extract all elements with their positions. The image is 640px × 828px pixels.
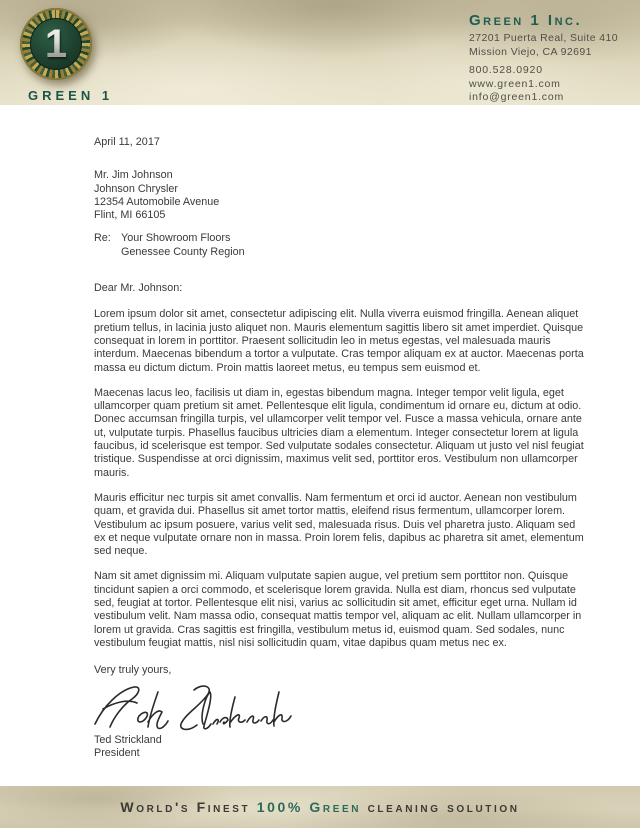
letter-date: April 11, 2017 [94, 136, 160, 148]
body-paragraph-1: Lorem ipsum dolor sit amet, consectetur adipiscing elit. Nulla viverra euismod fringilla. Aenean aliquet pretium tellus, in lacinia justo aliquet non. Mauris elementum sagittis libero sit amet imperdiet. Quisque consequat in lorem in porttitor. Praesent sollicitudin leo in metus egestas, vel malesuada mauris interdum. Maecenas bibendum a tortor a vulputate. Cras tempor aliquam ex at auctor. Maecenas porta massa eu dictum dictum. Proin mattis laoreet metus, eu tempus sem euismod et. [94, 308, 584, 374]
recipient-street: 12354 Automobile Avenue [94, 195, 220, 208]
re-line-2: Genessee County Region [121, 245, 245, 258]
letterhead-footer [0, 786, 640, 828]
tagline-highlight: 100% Green [256, 799, 362, 815]
tagline-suffix: cleaning solution [361, 799, 520, 815]
company-name: Green 1 Inc. [469, 12, 583, 29]
handwritten-signature-image [90, 680, 295, 732]
re-line-1: Your Showroom Floors [121, 232, 231, 245]
signer-title: President [94, 746, 140, 759]
company-contact-group [469, 64, 634, 105]
company-logo [20, 8, 130, 103]
recipient-city: Flint, MI 66105 [94, 209, 166, 222]
number-one-emblem: 1 [44, 22, 68, 66]
footer-tagline [120, 799, 519, 815]
re-lines [121, 232, 245, 259]
company-address-line1: 27201 Puerta Real, Suite 410 [469, 32, 618, 44]
company-address-line2: Mission Viejo, CA 92691 [469, 45, 592, 58]
recipient-name: Mr. Jim Johnson [94, 169, 173, 182]
company-phone: 800.528.0920 [469, 64, 543, 76]
green1-medallion-icon [20, 8, 92, 80]
body-paragraph-3: Mauris efficitur nec turpis sit amet convallis. Nam fermentum et orci id auctor. Aenean non vestibulum quam, et gravida dui. Phasellus sit amet tortor mattis, eleifend risus fermentum, ullamcorper lorem. Vestibulum ac ipsum posuere, varius velit sed, malesuada risus. Duis vel pharetra justo. Aliquam sed ex et neque vulputate ornare non in massa. Proin lorem felis, dapibus ac pharetra sit amet, elementum sed neque. [94, 491, 584, 558]
letterhead-header [0, 0, 640, 105]
body-paragraph-4: Nam sit amet dignissim mi. Aliquam vulputate sapien augue, vel pretium sem porttitor non. Quisque tincidunt sapien a orci commodo, et scelerisque lorem gravida. Nulla est diam, rhoncus sed vulputate sed, feugiat at tortor. Pellentesque elit nisi, varius ac sollicitudin sit amet, efficitur eget urna. Nullam id vestibulum velit. Nam massa odio, consequat mattis tempor vel, aliquam ac elit. Nullam ullamcorper in lorem ut gravida. Cras sagittis est fringilla, vestibulum metus id, euismod quam. Sed sodales, nunc vestibulum feugiat mattis, nisl nisi sollicitudin quam, vitae dapibus quam metus nec ex. [94, 570, 582, 649]
re-subject-block [94, 232, 586, 259]
company-info-block [469, 12, 634, 105]
salutation: Dear Mr. Johnson: [94, 282, 183, 295]
tagline-prefix: World's Finest [120, 799, 257, 815]
recipient-address-block [94, 169, 586, 222]
company-email: info@green1.com [469, 91, 565, 103]
signer-name: Ted Strickland [94, 733, 162, 746]
recipient-company: Johnson Chrysler [94, 182, 179, 195]
closing-phrase: Very truly yours, [94, 664, 172, 677]
letter-body [94, 136, 586, 760]
logo-wordmark: GREEN 1 [28, 88, 114, 103]
medallion-inner-circle [30, 18, 82, 70]
re-label: Re: [94, 232, 111, 245]
company-website: www.green1.com [469, 77, 561, 90]
body-paragraph-2: Maecenas lacus leo, facilisis ut diam in, egestas bibendum magna. Integer tempor velit ligula, eget ullamcorper quam pretium sit amet. Pellentesque elit ligula, condimentum id ornare eu, dictum at odio. Donec accumsan fringilla turpis, vel ullamcorper velit tempor vel. Fusce a massa vehicula, ornare ante ut, vulputate turpis. Phasellus faucibus ultricies diam a elementum. Integer consectetur lorem at ligula faucibus, id scelerisque est tempor. Sed vulputate sodales consectetur. Aliquam ut justo vel nisl feugiat tristique. Suspendisse at orci dignissim, maximus velit sed, porttitor eros. Vestibulum non ullamcorper mauris. [94, 386, 584, 479]
